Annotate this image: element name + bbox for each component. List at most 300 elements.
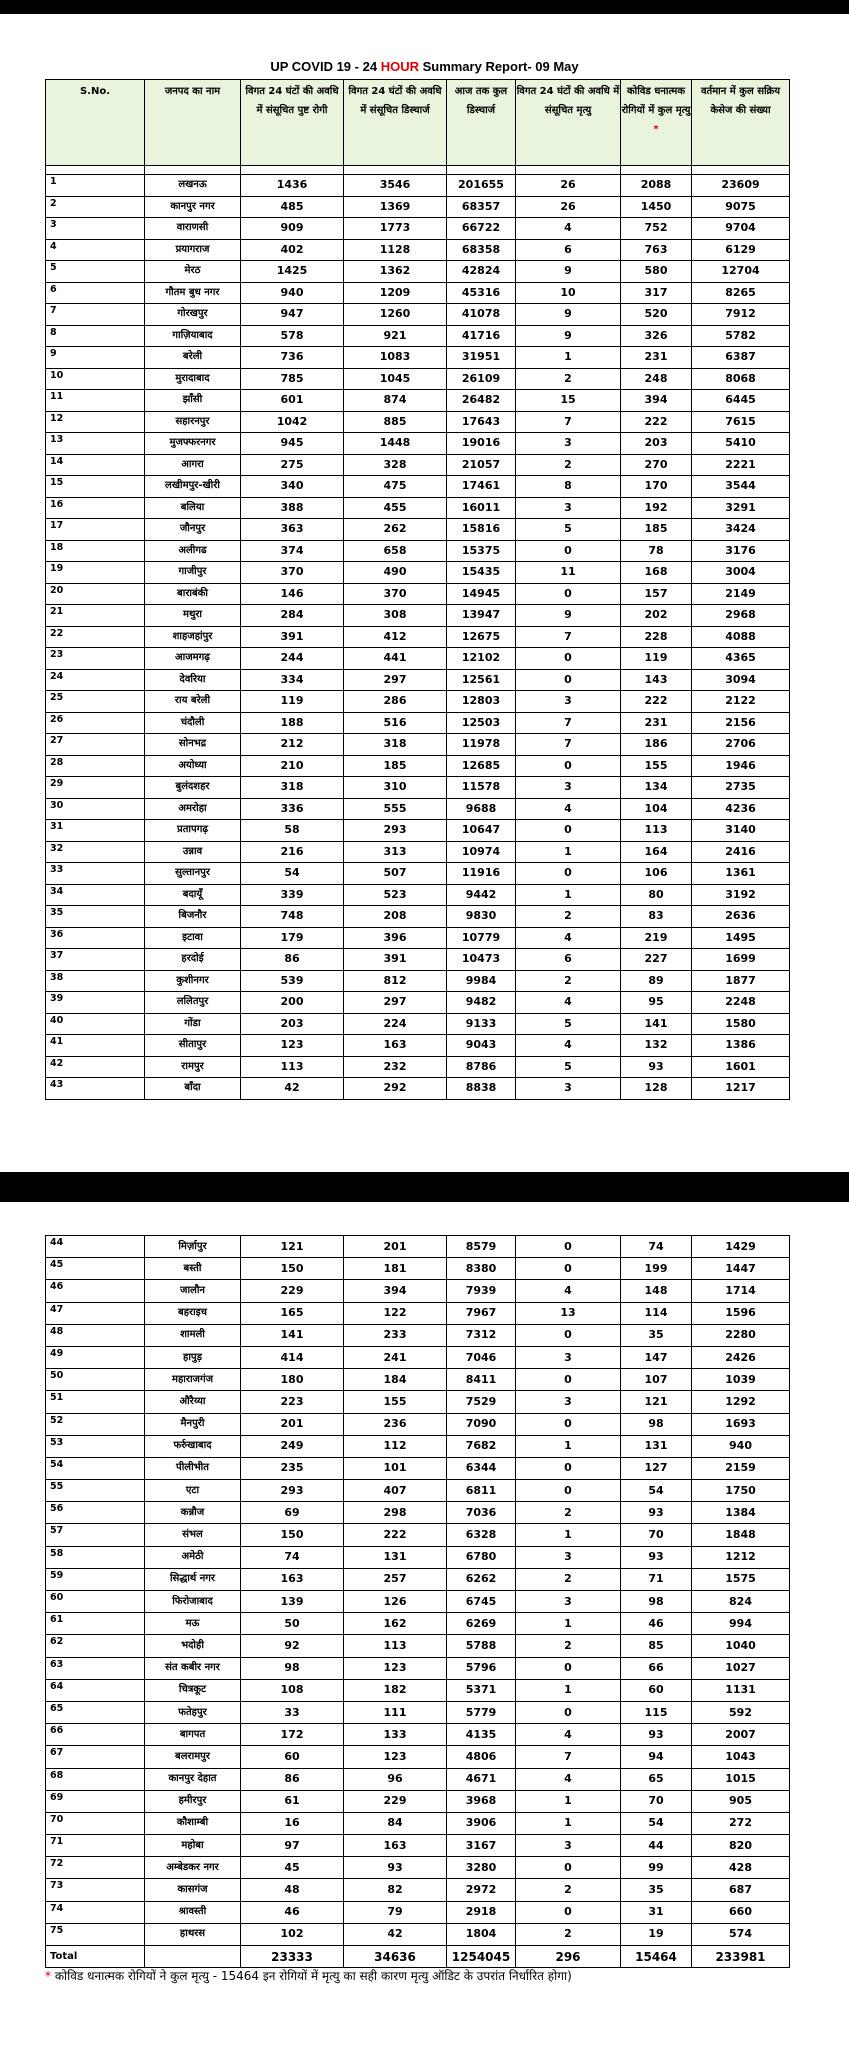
cell-deaths-24h: 1 bbox=[516, 1524, 621, 1546]
cell-discharged-total: 9984 bbox=[447, 970, 516, 992]
cell-discharged-total: 11916 bbox=[447, 863, 516, 885]
cell-new-positive: 188 bbox=[241, 712, 344, 734]
cell-district: बदायूँ bbox=[145, 884, 241, 906]
cell-active: 7615 bbox=[692, 411, 790, 433]
total-new-positive: 23333 bbox=[241, 1946, 344, 1968]
cell-sno: 74 bbox=[46, 1901, 145, 1923]
cell-discharged-24h: 318 bbox=[344, 734, 447, 756]
cell-sno: 53 bbox=[46, 1435, 145, 1457]
cell-deaths-total: 202 bbox=[621, 605, 692, 627]
cell-discharged-total: 3968 bbox=[447, 1790, 516, 1812]
cell-discharged-total: 12561 bbox=[447, 669, 516, 691]
cell-district: मैनपुरी bbox=[145, 1413, 241, 1435]
cell-active: 3291 bbox=[692, 497, 790, 519]
table-row bbox=[46, 583, 790, 605]
cell-new-positive: 33 bbox=[241, 1701, 344, 1723]
cell-deaths-24h: 0 bbox=[516, 1457, 621, 1479]
cell-discharged-24h: 184 bbox=[344, 1369, 447, 1391]
cell-district: जौनपुर bbox=[145, 519, 241, 541]
cell-active: 994 bbox=[692, 1613, 790, 1635]
cell-deaths-total: 580 bbox=[621, 261, 692, 283]
cell-deaths-24h: 13 bbox=[516, 1302, 621, 1324]
cell-discharged-total: 6262 bbox=[447, 1568, 516, 1590]
cell-active: 7912 bbox=[692, 304, 790, 326]
cell-deaths-total: 228 bbox=[621, 626, 692, 648]
cell-active: 3140 bbox=[692, 820, 790, 842]
cell-district: हापुड़ bbox=[145, 1346, 241, 1368]
cell-new-positive: 748 bbox=[241, 906, 344, 928]
cell-deaths-total: 222 bbox=[621, 691, 692, 713]
cell-district: अमेठी bbox=[145, 1546, 241, 1568]
cell-new-positive: 212 bbox=[241, 734, 344, 756]
cell-new-positive: 210 bbox=[241, 755, 344, 777]
cell-discharged-total: 42824 bbox=[447, 261, 516, 283]
cell-sno: 7 bbox=[46, 304, 145, 326]
cell-active: 4236 bbox=[692, 798, 790, 820]
cell-sno: 71 bbox=[46, 1835, 145, 1857]
cell-discharged-total: 7939 bbox=[447, 1280, 516, 1302]
cell-discharged-total: 4671 bbox=[447, 1768, 516, 1790]
cell-active: 2122 bbox=[692, 691, 790, 713]
cell-deaths-total: 147 bbox=[621, 1346, 692, 1368]
cell-discharged-total: 9043 bbox=[447, 1035, 516, 1057]
cell-deaths-total: 192 bbox=[621, 497, 692, 519]
cell-active: 1699 bbox=[692, 949, 790, 971]
cell-discharged-24h: 3546 bbox=[344, 175, 447, 197]
cell-new-positive: 165 bbox=[241, 1302, 344, 1324]
table-row bbox=[46, 992, 790, 1014]
cell-sno: 36 bbox=[46, 927, 145, 949]
cell-active: 9704 bbox=[692, 218, 790, 240]
cell-deaths-24h: 1 bbox=[516, 1790, 621, 1812]
cell-discharged-24h: 162 bbox=[344, 1613, 447, 1635]
cell-sno: 69 bbox=[46, 1790, 145, 1812]
table-row bbox=[46, 1812, 790, 1834]
cell-active: 1495 bbox=[692, 927, 790, 949]
cell-district: अलीगढ bbox=[145, 540, 241, 562]
cell-new-positive: 340 bbox=[241, 476, 344, 498]
cell-deaths-total: 93 bbox=[621, 1502, 692, 1524]
total-deaths-total: 15464 bbox=[621, 1946, 692, 1968]
cell-district: हरदोई bbox=[145, 949, 241, 971]
cell-deaths-total: 127 bbox=[621, 1457, 692, 1479]
cell-sno: 66 bbox=[46, 1724, 145, 1746]
cell-new-positive: 601 bbox=[241, 390, 344, 412]
cell-discharged-total: 26482 bbox=[447, 390, 516, 412]
total-discharged-total: 1254045 bbox=[447, 1946, 516, 1968]
cell-discharged-24h: 262 bbox=[344, 519, 447, 541]
cell-active: 4088 bbox=[692, 626, 790, 648]
cell-discharged-total: 8579 bbox=[447, 1236, 516, 1258]
cell-district: पीलीभीत bbox=[145, 1457, 241, 1479]
cell-deaths-total: 119 bbox=[621, 648, 692, 670]
cell-district: कन्नौज bbox=[145, 1502, 241, 1524]
cell-deaths-total: 83 bbox=[621, 906, 692, 928]
report-page-2 bbox=[0, 1235, 849, 1984]
cell-new-positive: 108 bbox=[241, 1679, 344, 1701]
cell-sno: 50 bbox=[46, 1369, 145, 1391]
cell-active: 1386 bbox=[692, 1035, 790, 1057]
cell-discharged-total: 14945 bbox=[447, 583, 516, 605]
cell-active: 2735 bbox=[692, 777, 790, 799]
cell-deaths-total: 148 bbox=[621, 1280, 692, 1302]
cell-deaths-24h: 0 bbox=[516, 1369, 621, 1391]
cell-district: कानपुर नगर bbox=[145, 196, 241, 218]
cell-deaths-total: 94 bbox=[621, 1746, 692, 1768]
cell-discharged-24h: 516 bbox=[344, 712, 447, 734]
cell-discharged-total: 8380 bbox=[447, 1258, 516, 1280]
cell-sno: 25 bbox=[46, 691, 145, 713]
cell-deaths-total: 164 bbox=[621, 841, 692, 863]
cell-district: एटा bbox=[145, 1480, 241, 1502]
cell-active: 1714 bbox=[692, 1280, 790, 1302]
cell-deaths-total: 326 bbox=[621, 325, 692, 347]
table-row bbox=[46, 1056, 790, 1078]
footnote bbox=[45, 1968, 849, 1984]
cell-deaths-total: 248 bbox=[621, 368, 692, 390]
table-row bbox=[46, 1901, 790, 1923]
table-row bbox=[46, 1746, 790, 1768]
cell-sno: 20 bbox=[46, 583, 145, 605]
cell-new-positive: 163 bbox=[241, 1568, 344, 1590]
cell-discharged-24h: 1045 bbox=[344, 368, 447, 390]
cell-new-positive: 736 bbox=[241, 347, 344, 369]
cell-sno: 40 bbox=[46, 1013, 145, 1035]
table-row bbox=[46, 648, 790, 670]
cell-sno: 41 bbox=[46, 1035, 145, 1057]
cell-deaths-total: 157 bbox=[621, 583, 692, 605]
cell-deaths-24h: 26 bbox=[516, 196, 621, 218]
cell-discharged-24h: 84 bbox=[344, 1812, 447, 1834]
cell-discharged-24h: 133 bbox=[344, 1724, 447, 1746]
cell-deaths-total: 113 bbox=[621, 820, 692, 842]
cell-district: बलिया bbox=[145, 497, 241, 519]
cell-discharged-total: 9830 bbox=[447, 906, 516, 928]
cell-discharged-24h: 122 bbox=[344, 1302, 447, 1324]
cell-discharged-24h: 241 bbox=[344, 1346, 447, 1368]
cell-deaths-24h: 1 bbox=[516, 1679, 621, 1701]
cell-district: फिरोजाबाद bbox=[145, 1591, 241, 1613]
cell-district: बिजनौर bbox=[145, 906, 241, 928]
cell-active: 6387 bbox=[692, 347, 790, 369]
cell-new-positive: 578 bbox=[241, 325, 344, 347]
cell-deaths-24h: 2 bbox=[516, 970, 621, 992]
cell-district: सीतापुर bbox=[145, 1035, 241, 1057]
cell-district: बाराबंकी bbox=[145, 583, 241, 605]
cell-district: संभल bbox=[145, 1524, 241, 1546]
cell-new-positive: 102 bbox=[241, 1923, 344, 1945]
cell-deaths-24h: 5 bbox=[516, 519, 621, 541]
cell-active: 1039 bbox=[692, 1369, 790, 1391]
cell-discharged-24h: 298 bbox=[344, 1502, 447, 1524]
cell-discharged-24h: 455 bbox=[344, 497, 447, 519]
cell-deaths-24h: 0 bbox=[516, 1857, 621, 1879]
cell-deaths-total: 46 bbox=[621, 1613, 692, 1635]
table-row bbox=[46, 325, 790, 347]
title-prefix: UP COVID 19 - 24 bbox=[270, 59, 378, 74]
table-row bbox=[46, 1568, 790, 1590]
cell-deaths-total: 185 bbox=[621, 519, 692, 541]
cell-new-positive: 229 bbox=[241, 1280, 344, 1302]
cell-active: 1292 bbox=[692, 1391, 790, 1413]
cell-discharged-total: 6745 bbox=[447, 1591, 516, 1613]
cell-new-positive: 275 bbox=[241, 454, 344, 476]
cell-active: 1580 bbox=[692, 1013, 790, 1035]
cell-sno: 11 bbox=[46, 390, 145, 412]
cell-sno: 75 bbox=[46, 1923, 145, 1945]
cell-deaths-24h: 26 bbox=[516, 175, 621, 197]
cell-discharged-24h: 1369 bbox=[344, 196, 447, 218]
cell-active: 1693 bbox=[692, 1413, 790, 1435]
table-body-part-2 bbox=[46, 1236, 790, 1946]
header-star-marker: * bbox=[653, 124, 659, 135]
cell-new-positive: 402 bbox=[241, 239, 344, 261]
cell-district: झाँसी bbox=[145, 390, 241, 412]
cell-new-positive: 391 bbox=[241, 626, 344, 648]
table-row bbox=[46, 218, 790, 240]
table-row bbox=[46, 476, 790, 498]
cell-deaths-24h: 4 bbox=[516, 1035, 621, 1057]
cell-district: फतेहपुर bbox=[145, 1701, 241, 1723]
cell-discharged-24h: 292 bbox=[344, 1078, 447, 1100]
summary-table-part-2 bbox=[45, 1235, 790, 1968]
title-suffix: Summary Report- 09 May bbox=[418, 59, 579, 74]
cell-sno: 22 bbox=[46, 626, 145, 648]
cell-deaths-total: 231 bbox=[621, 347, 692, 369]
cell-active: 4365 bbox=[692, 648, 790, 670]
cell-discharged-24h: 163 bbox=[344, 1835, 447, 1857]
cell-discharged-total: 17643 bbox=[447, 411, 516, 433]
cell-deaths-24h: 7 bbox=[516, 734, 621, 756]
cell-discharged-total: 9688 bbox=[447, 798, 516, 820]
table-row bbox=[46, 1324, 790, 1346]
cell-discharged-total: 2918 bbox=[447, 1901, 516, 1923]
cell-deaths-24h: 4 bbox=[516, 1724, 621, 1746]
cell-sno: 14 bbox=[46, 454, 145, 476]
summary-table-part-1 bbox=[45, 79, 790, 1100]
table-row bbox=[46, 1013, 790, 1035]
table-row bbox=[46, 239, 790, 261]
cell-discharged-24h: 101 bbox=[344, 1457, 447, 1479]
cell-deaths-24h: 7 bbox=[516, 411, 621, 433]
cell-active: 1601 bbox=[692, 1056, 790, 1078]
cell-new-positive: 223 bbox=[241, 1391, 344, 1413]
cell-sno: 28 bbox=[46, 755, 145, 777]
cell-new-positive: 1436 bbox=[241, 175, 344, 197]
cell-sno: 49 bbox=[46, 1346, 145, 1368]
cell-sno: 38 bbox=[46, 970, 145, 992]
cell-discharged-total: 15816 bbox=[447, 519, 516, 541]
cell-deaths-total: 54 bbox=[621, 1812, 692, 1834]
table-body-part-1 bbox=[46, 175, 790, 1100]
cell-deaths-total: 65 bbox=[621, 1768, 692, 1790]
cell-discharged-24h: 222 bbox=[344, 1524, 447, 1546]
cell-deaths-24h: 0 bbox=[516, 1901, 621, 1923]
cell-new-positive: 947 bbox=[241, 304, 344, 326]
cell-district: हाथरस bbox=[145, 1923, 241, 1945]
cell-deaths-24h: 6 bbox=[516, 949, 621, 971]
cell-new-positive: 179 bbox=[241, 927, 344, 949]
cell-deaths-total: 107 bbox=[621, 1369, 692, 1391]
cell-new-positive: 50 bbox=[241, 1613, 344, 1635]
cell-new-positive: 86 bbox=[241, 949, 344, 971]
cell-deaths-24h: 0 bbox=[516, 1324, 621, 1346]
cell-active: 3192 bbox=[692, 884, 790, 906]
cell-district: मेरठ bbox=[145, 261, 241, 283]
cell-discharged-total: 41078 bbox=[447, 304, 516, 326]
cell-district: महोबा bbox=[145, 1835, 241, 1857]
cell-new-positive: 235 bbox=[241, 1457, 344, 1479]
table-row bbox=[46, 1413, 790, 1435]
cell-active: 8265 bbox=[692, 282, 790, 304]
cell-discharged-total: 68358 bbox=[447, 239, 516, 261]
cell-district: गोंडा bbox=[145, 1013, 241, 1035]
cell-deaths-24h: 4 bbox=[516, 218, 621, 240]
cell-deaths-total: 60 bbox=[621, 1679, 692, 1701]
cell-deaths-24h: 0 bbox=[516, 540, 621, 562]
cell-sno: 43 bbox=[46, 1078, 145, 1100]
cell-discharged-total: 12803 bbox=[447, 691, 516, 713]
cell-deaths-total: 168 bbox=[621, 562, 692, 584]
cell-deaths-total: 66 bbox=[621, 1657, 692, 1679]
cell-active: 1027 bbox=[692, 1657, 790, 1679]
cell-district: अम्बेडकर नगर bbox=[145, 1857, 241, 1879]
cell-discharged-24h: 297 bbox=[344, 669, 447, 691]
cell-discharged-24h: 163 bbox=[344, 1035, 447, 1057]
cell-deaths-24h: 0 bbox=[516, 1480, 621, 1502]
cell-district: लखनऊ bbox=[145, 175, 241, 197]
table-row bbox=[46, 1701, 790, 1723]
cell-deaths-total: 227 bbox=[621, 949, 692, 971]
cell-new-positive: 45 bbox=[241, 1857, 344, 1879]
cell-deaths-total: 763 bbox=[621, 239, 692, 261]
cell-sno: 3 bbox=[46, 218, 145, 240]
cell-deaths-24h: 1 bbox=[516, 1613, 621, 1635]
cell-new-positive: 139 bbox=[241, 1591, 344, 1613]
cell-deaths-24h: 2 bbox=[516, 1923, 621, 1945]
cell-deaths-total: 270 bbox=[621, 454, 692, 476]
cell-sno: 34 bbox=[46, 884, 145, 906]
cell-deaths-total: 98 bbox=[621, 1591, 692, 1613]
cell-sno: 55 bbox=[46, 1480, 145, 1502]
cell-district: वाराणसी bbox=[145, 218, 241, 240]
cell-new-positive: 180 bbox=[241, 1369, 344, 1391]
header-new-positive: विगत 24 घंटों की अवधि में संसूचित पुष्ट रोगी bbox=[241, 80, 344, 166]
cell-active: 1946 bbox=[692, 755, 790, 777]
cell-deaths-total: 95 bbox=[621, 992, 692, 1014]
cell-sno: 29 bbox=[46, 777, 145, 799]
cell-district: गाज़ियाबाद bbox=[145, 325, 241, 347]
table-row bbox=[46, 519, 790, 541]
cell-district: इटावा bbox=[145, 927, 241, 949]
cell-discharged-total: 2972 bbox=[447, 1879, 516, 1901]
cell-sno: 16 bbox=[46, 497, 145, 519]
cell-deaths-24h: 0 bbox=[516, 1657, 621, 1679]
table-row bbox=[46, 1591, 790, 1613]
cell-deaths-24h: 0 bbox=[516, 1236, 621, 1258]
cell-district: भदोही bbox=[145, 1635, 241, 1657]
cell-deaths-24h: 2 bbox=[516, 1879, 621, 1901]
cell-new-positive: 121 bbox=[241, 1236, 344, 1258]
cell-active: 23609 bbox=[692, 175, 790, 197]
cell-discharged-24h: 126 bbox=[344, 1591, 447, 1613]
cell-district: औरैय्या bbox=[145, 1391, 241, 1413]
cell-sno: 5 bbox=[46, 261, 145, 283]
cell-deaths-24h: 3 bbox=[516, 1546, 621, 1568]
header-deaths-24h: विगत 24 घंटों की अवधि में संसूचित मृत्यु bbox=[516, 80, 621, 166]
cell-discharged-24h: 1260 bbox=[344, 304, 447, 326]
cell-discharged-24h: 79 bbox=[344, 1901, 447, 1923]
cell-deaths-total: 114 bbox=[621, 1302, 692, 1324]
cell-new-positive: 284 bbox=[241, 605, 344, 627]
cell-active: 1848 bbox=[692, 1524, 790, 1546]
cell-active: 1447 bbox=[692, 1258, 790, 1280]
cell-discharged-24h: 257 bbox=[344, 1568, 447, 1590]
cell-active: 5410 bbox=[692, 433, 790, 455]
cell-district: प्रयागराज bbox=[145, 239, 241, 261]
cell-discharged-total: 7312 bbox=[447, 1324, 516, 1346]
cell-sno: 51 bbox=[46, 1391, 145, 1413]
cell-discharged-total: 7529 bbox=[447, 1391, 516, 1413]
cell-deaths-total: 93 bbox=[621, 1546, 692, 1568]
cell-district: कासगंज bbox=[145, 1879, 241, 1901]
cell-district: कौशाम्बी bbox=[145, 1812, 241, 1834]
table-row bbox=[46, 1724, 790, 1746]
table-row bbox=[46, 1546, 790, 1568]
cell-district: गोरखपुर bbox=[145, 304, 241, 326]
cell-deaths-24h: 9 bbox=[516, 261, 621, 283]
table-row bbox=[46, 1857, 790, 1879]
cell-district: बलरामपुर bbox=[145, 1746, 241, 1768]
cell-district: जालौन bbox=[145, 1280, 241, 1302]
cell-deaths-total: 35 bbox=[621, 1324, 692, 1346]
cell-discharged-total: 10647 bbox=[447, 820, 516, 842]
cell-discharged-24h: 112 bbox=[344, 1435, 447, 1457]
cell-active: 820 bbox=[692, 1835, 790, 1857]
top-black-bar bbox=[0, 0, 849, 14]
cell-district: शामली bbox=[145, 1324, 241, 1346]
cell-sno: 13 bbox=[46, 433, 145, 455]
cell-active: 3094 bbox=[692, 669, 790, 691]
cell-deaths-24h: 3 bbox=[516, 1391, 621, 1413]
cell-deaths-total: 186 bbox=[621, 734, 692, 756]
table-row bbox=[46, 970, 790, 992]
cell-active: 574 bbox=[692, 1923, 790, 1945]
cell-discharged-24h: 1362 bbox=[344, 261, 447, 283]
cell-discharged-total: 12503 bbox=[447, 712, 516, 734]
cell-sno: 67 bbox=[46, 1746, 145, 1768]
cell-new-positive: 92 bbox=[241, 1635, 344, 1657]
cell-active: 1361 bbox=[692, 863, 790, 885]
cell-new-positive: 61 bbox=[241, 1790, 344, 1812]
cell-new-positive: 16 bbox=[241, 1812, 344, 1834]
total-discharged-24h: 34636 bbox=[344, 1946, 447, 1968]
cell-sno: 24 bbox=[46, 669, 145, 691]
table-row bbox=[46, 1258, 790, 1280]
table-row bbox=[46, 1524, 790, 1546]
table-row bbox=[46, 1346, 790, 1368]
cell-deaths-24h: 0 bbox=[516, 863, 621, 885]
cell-discharged-total: 5788 bbox=[447, 1635, 516, 1657]
cell-deaths-24h: 2 bbox=[516, 1502, 621, 1524]
cell-new-positive: 97 bbox=[241, 1835, 344, 1857]
cell-discharged-24h: 208 bbox=[344, 906, 447, 928]
header-district: जनपद का नाम bbox=[145, 80, 241, 166]
cell-deaths-24h: 7 bbox=[516, 712, 621, 734]
cell-district: अयोध्या bbox=[145, 755, 241, 777]
cell-district: मऊ bbox=[145, 1613, 241, 1635]
cell-district: बुलंदशहर bbox=[145, 777, 241, 799]
